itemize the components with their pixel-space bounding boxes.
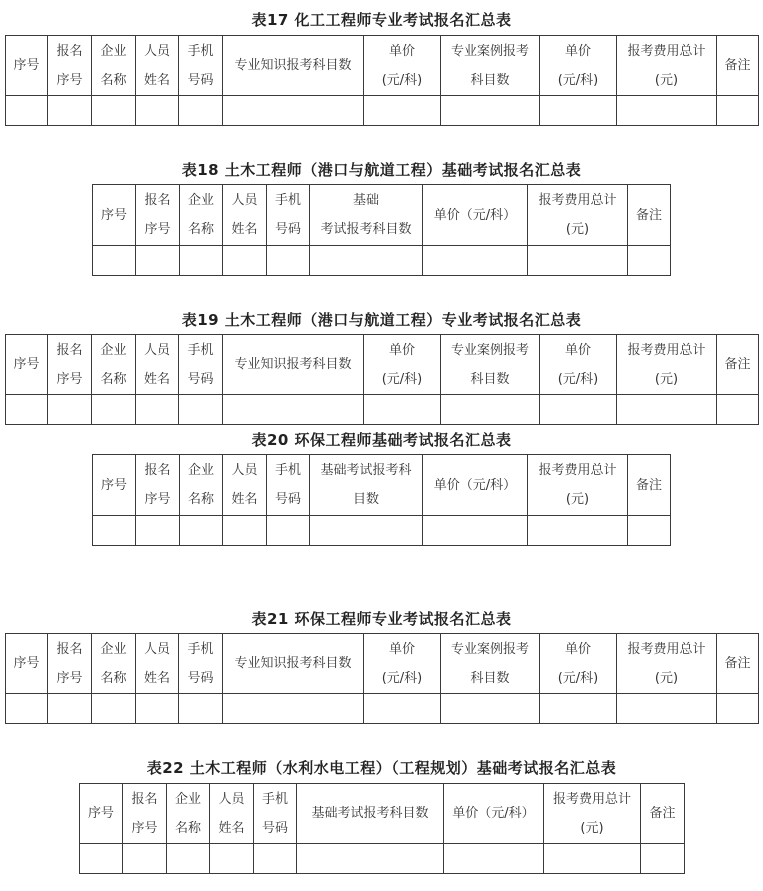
t21-empty-cell[interactable] xyxy=(441,694,540,724)
t19-header-cell xyxy=(48,335,92,395)
t20-header-text: 号码 xyxy=(274,492,301,507)
t22-header-text: (元) xyxy=(580,820,604,836)
t18-header-text: 考试报考科目数 xyxy=(320,222,412,237)
t19-empty-cell[interactable] xyxy=(717,395,759,425)
t19-header-row xyxy=(6,335,759,395)
t20-header-text: 单价（元/科） xyxy=(433,477,517,493)
t17-empty-cell[interactable] xyxy=(92,96,136,126)
t20-header-cell xyxy=(180,455,223,516)
t22-header-text: 人员 xyxy=(218,791,245,807)
t19-header-text: 序号 xyxy=(56,371,83,387)
t22-header-text: 基础考试报考科目数 xyxy=(311,806,429,821)
t20-empty-cell[interactable] xyxy=(93,516,136,546)
t21-header-row xyxy=(6,634,759,694)
t19-empty-cell[interactable] xyxy=(136,395,179,425)
t20-header-cell xyxy=(267,455,310,516)
t17-header-text: 企业 xyxy=(100,43,127,59)
t21-header-text: (元/科) xyxy=(381,670,423,686)
t17-header-row xyxy=(6,36,759,96)
t19-header-text: 序号 xyxy=(13,357,40,372)
t19-header-text: 名称 xyxy=(100,371,127,387)
t18-header-text: (元) xyxy=(565,222,590,237)
t17-empty-cell[interactable] xyxy=(48,96,92,126)
t22-empty-cell[interactable] xyxy=(210,844,254,874)
t21-header-text: 报考费用总计 xyxy=(627,641,706,657)
t17-header-text: 序号 xyxy=(13,58,40,73)
t22-header-text: 报考费用总计 xyxy=(552,791,631,807)
t20-header-text: (元) xyxy=(565,492,590,507)
t19-empty-cell[interactable] xyxy=(617,395,717,425)
t22-header-cell xyxy=(210,784,254,844)
t17-header-text: 备注 xyxy=(724,58,751,73)
t22-header-text: 号码 xyxy=(261,820,288,836)
table-18 xyxy=(92,184,671,276)
t21-header-text: (元/科) xyxy=(557,670,599,686)
table-19-title: 表19 土木工程师（港口与航道工程）专业考试报名汇总表 xyxy=(181,311,582,329)
t19-header-text: 号码 xyxy=(187,371,214,387)
t18-header-cell xyxy=(180,185,223,246)
t22-header-text: 手机 xyxy=(261,791,288,807)
t17-empty-row xyxy=(6,96,759,126)
t22-header-text: 姓名 xyxy=(218,820,245,836)
t18-empty-cell[interactable] xyxy=(180,246,223,276)
t21-header-text: 报名 xyxy=(56,641,83,657)
t19-empty-cell[interactable] xyxy=(179,395,223,425)
t20-header-cell xyxy=(528,455,628,516)
t17-header-text: 姓名 xyxy=(143,72,170,88)
t19-header-cell xyxy=(364,335,441,395)
t18-empty-row xyxy=(93,246,671,276)
t21-empty-cell[interactable] xyxy=(617,694,717,724)
t17-empty-cell[interactable] xyxy=(223,96,364,126)
t18-empty-cell[interactable] xyxy=(423,246,528,276)
t22-empty-cell[interactable] xyxy=(544,844,641,874)
t19-header-cell xyxy=(617,335,717,395)
table-21 xyxy=(5,633,759,724)
t18-header-text: 单价（元/科） xyxy=(433,207,517,223)
t21-header-cell xyxy=(617,634,717,694)
t21-header-cell xyxy=(364,634,441,694)
t18-header-text: 报考费用总计 xyxy=(538,193,617,208)
t18-empty-cell[interactable] xyxy=(223,246,267,276)
t18-header-text: 企业 xyxy=(187,193,214,208)
t18-empty-cell[interactable] xyxy=(136,246,180,276)
t19-empty-cell[interactable] xyxy=(540,395,617,425)
t19-header-text: 报名 xyxy=(56,342,83,358)
t17-header-cell xyxy=(92,36,136,96)
t20-header-text: 序号 xyxy=(144,492,171,507)
t17-header-text: 报考费用总计 xyxy=(627,43,706,59)
t22-empty-cell[interactable] xyxy=(297,844,444,874)
t17-header-text: 号码 xyxy=(187,72,214,88)
t18-header-row xyxy=(93,185,671,246)
t17-header-cell xyxy=(6,36,48,96)
t21-empty-cell[interactable] xyxy=(92,694,136,724)
t19-header-text: (元/科) xyxy=(557,371,599,387)
t21-header-cell xyxy=(48,634,92,694)
t18-empty-cell[interactable] xyxy=(628,246,671,276)
t21-header-cell xyxy=(717,634,759,694)
t18-header-cell xyxy=(528,185,628,246)
t20-header-text: 序号 xyxy=(100,477,127,493)
t19-header-text: (元) xyxy=(654,371,679,387)
t21-header-text: 名称 xyxy=(100,670,127,686)
t21-header-text: 号码 xyxy=(187,670,214,686)
t22-empty-cell[interactable] xyxy=(444,844,544,874)
t17-header-text: (元) xyxy=(654,72,679,88)
t22-header-cell xyxy=(297,784,444,844)
t18-header-text: 序号 xyxy=(100,207,127,223)
t22-header-text: 报名 xyxy=(131,791,158,807)
t21-empty-cell[interactable] xyxy=(540,694,617,724)
table-21-title: 表21 环保工程师专业考试报名汇总表 xyxy=(251,610,512,628)
t18-header-text: 号码 xyxy=(274,222,301,237)
t20-header-text: 报名 xyxy=(144,463,171,478)
t17-empty-cell[interactable] xyxy=(364,96,441,126)
t19-header-text: 手机 xyxy=(187,342,214,358)
t17-header-cell xyxy=(364,36,441,96)
t18-header-text: 报名 xyxy=(144,193,171,208)
t21-header-cell xyxy=(136,634,179,694)
t22-header-cell xyxy=(123,784,167,844)
t17-empty-cell[interactable] xyxy=(717,96,759,126)
table-22 xyxy=(79,783,685,874)
t18-empty-cell[interactable] xyxy=(93,246,136,276)
t17-header-text: 专业案例报考 xyxy=(450,43,529,59)
t21-header-text: 企业 xyxy=(100,641,127,657)
t20-header-text: 目数 xyxy=(352,492,379,507)
t19-header-text: 专业案例报考 xyxy=(450,342,529,358)
t21-header-text: 专业案例报考 xyxy=(450,641,529,657)
table-17 xyxy=(5,35,759,126)
t21-header-text: 备注 xyxy=(724,656,751,671)
t20-empty-cell[interactable] xyxy=(310,516,423,546)
t21-header-text: (元) xyxy=(654,670,679,686)
table-20 xyxy=(92,454,671,546)
table-20-title: 表20 环保工程师基础考试报名汇总表 xyxy=(251,431,512,449)
t19-header-cell xyxy=(6,335,48,395)
t17-empty-cell[interactable] xyxy=(617,96,717,126)
t22-empty-cell[interactable] xyxy=(123,844,167,874)
t21-header-text: 科目数 xyxy=(470,670,510,686)
t22-header-text: 备注 xyxy=(649,806,676,821)
t20-empty-cell[interactable] xyxy=(267,516,310,546)
t22-empty-row xyxy=(80,844,685,874)
t17-empty-cell[interactable] xyxy=(136,96,179,126)
t20-header-cell xyxy=(628,455,671,516)
t19-header-text: 备注 xyxy=(724,357,751,372)
t18-header-cell xyxy=(136,185,180,246)
t19-header-cell xyxy=(179,335,223,395)
t21-empty-cell[interactable] xyxy=(48,694,92,724)
t21-header-cell xyxy=(179,634,223,694)
t19-header-cell xyxy=(540,335,617,395)
t20-header-cell xyxy=(93,455,136,516)
t20-empty-cell[interactable] xyxy=(423,516,528,546)
t22-header-cell xyxy=(444,784,544,844)
table-18-title: 表18 土木工程师（港口与航道工程）基础考试报名汇总表 xyxy=(181,161,582,179)
t17-empty-cell[interactable] xyxy=(179,96,223,126)
t21-header-text: 单价 xyxy=(564,641,591,657)
t21-header-cell xyxy=(540,634,617,694)
t22-header-cell xyxy=(167,784,210,844)
t17-header-text: 人员 xyxy=(143,43,170,59)
t17-header-text: 手机 xyxy=(187,43,214,59)
t17-header-text: 科目数 xyxy=(470,72,510,88)
t18-empty-cell[interactable] xyxy=(267,246,310,276)
t19-empty-cell[interactable] xyxy=(92,395,136,425)
t20-empty-row xyxy=(93,516,671,546)
t19-header-cell xyxy=(717,335,759,395)
t18-header-cell xyxy=(267,185,310,246)
t19-header-text: 人员 xyxy=(143,342,170,358)
t22-header-text: 企业 xyxy=(174,791,201,807)
t22-empty-cell[interactable] xyxy=(254,844,297,874)
t17-header-text: 报名 xyxy=(56,43,83,59)
t22-header-text: 序号 xyxy=(131,820,158,836)
t17-header-text: (元/科) xyxy=(557,72,599,88)
t19-header-text: (元/科) xyxy=(381,371,423,387)
t21-header-text: 序号 xyxy=(56,670,83,686)
t20-empty-cell[interactable] xyxy=(136,516,180,546)
t19-header-text: 企业 xyxy=(100,342,127,358)
t22-empty-cell[interactable] xyxy=(80,844,123,874)
t22-header-row xyxy=(80,784,685,844)
t21-header-text: 序号 xyxy=(13,656,40,671)
t18-empty-cell[interactable] xyxy=(310,246,423,276)
t18-header-cell xyxy=(310,185,423,246)
t19-empty-cell[interactable] xyxy=(223,395,364,425)
t21-header-text: 单价 xyxy=(388,641,415,657)
table-17-title: 表17 化工工程师专业考试报名汇总表 xyxy=(251,11,512,29)
t17-empty-cell[interactable] xyxy=(540,96,617,126)
t19-empty-cell[interactable] xyxy=(364,395,441,425)
t21-header-cell xyxy=(223,634,364,694)
t21-header-text: 手机 xyxy=(187,641,214,657)
t20-header-cell xyxy=(223,455,267,516)
t19-empty-cell[interactable] xyxy=(441,395,540,425)
t18-header-cell xyxy=(93,185,136,246)
t20-header-text: 报考费用总计 xyxy=(538,463,617,478)
t17-empty-cell[interactable] xyxy=(441,96,540,126)
t20-header-text: 名称 xyxy=(187,492,214,507)
t17-header-text: 单价 xyxy=(388,43,415,59)
t21-empty-cell[interactable] xyxy=(717,694,759,724)
t22-header-text: 序号 xyxy=(87,806,114,821)
t17-header-cell xyxy=(717,36,759,96)
t18-header-cell xyxy=(628,185,671,246)
t19-header-text: 报考费用总计 xyxy=(627,342,706,358)
t20-empty-cell[interactable] xyxy=(528,516,628,546)
t17-header-cell xyxy=(48,36,92,96)
t17-header-cell xyxy=(540,36,617,96)
t19-empty-cell[interactable] xyxy=(48,395,92,425)
t19-header-text: 单价 xyxy=(388,342,415,358)
t17-header-cell xyxy=(223,36,364,96)
t19-empty-row xyxy=(6,395,759,425)
t18-header-text: 备注 xyxy=(635,207,662,223)
t20-header-text: 备注 xyxy=(635,477,662,493)
t17-header-text: (元/科) xyxy=(381,72,423,88)
t18-header-text: 姓名 xyxy=(231,222,258,237)
t18-header-text: 手机 xyxy=(274,193,301,208)
t21-header-cell xyxy=(441,634,540,694)
t17-header-text: 单价 xyxy=(564,43,591,59)
t21-empty-cell[interactable] xyxy=(136,694,179,724)
t19-header-cell xyxy=(92,335,136,395)
t17-header-cell xyxy=(441,36,540,96)
t17-header-text: 专业知识报考科目数 xyxy=(234,58,352,73)
t20-header-text: 手机 xyxy=(274,463,301,478)
t18-header-text: 基础 xyxy=(352,193,379,208)
t19-empty-cell[interactable] xyxy=(6,395,48,425)
t20-header-text: 基础考试报考科 xyxy=(320,463,412,478)
t20-header-row xyxy=(93,455,671,516)
t17-header-text: 名称 xyxy=(100,72,127,88)
t22-header-cell xyxy=(544,784,641,844)
t18-header-text: 名称 xyxy=(187,222,214,237)
t17-empty-cell[interactable] xyxy=(6,96,48,126)
t21-header-cell xyxy=(92,634,136,694)
t21-empty-cell[interactable] xyxy=(364,694,441,724)
t18-header-text: 序号 xyxy=(144,222,171,237)
t18-header-cell xyxy=(423,185,528,246)
t20-header-cell xyxy=(423,455,528,516)
t21-empty-cell[interactable] xyxy=(179,694,223,724)
t19-header-text: 单价 xyxy=(564,342,591,358)
t22-header-cell xyxy=(80,784,123,844)
t21-header-text: 人员 xyxy=(143,641,170,657)
t21-empty-cell[interactable] xyxy=(6,694,48,724)
table-19 xyxy=(5,334,759,425)
t21-header-text: 专业知识报考科目数 xyxy=(234,656,352,671)
t20-header-cell xyxy=(136,455,180,516)
t22-empty-cell[interactable] xyxy=(167,844,210,874)
t21-empty-cell[interactable] xyxy=(223,694,364,724)
t19-header-cell xyxy=(223,335,364,395)
t20-header-cell xyxy=(310,455,423,516)
t21-empty-row xyxy=(6,694,759,724)
t19-header-text: 专业知识报考科目数 xyxy=(234,357,352,372)
table-22-title: 表22 土木工程师（水利水电工程）（工程规划）基础考试报名汇总表 xyxy=(146,759,617,777)
t22-header-text: 单价（元/科） xyxy=(452,806,535,821)
t20-empty-cell[interactable] xyxy=(223,516,267,546)
t17-header-cell xyxy=(617,36,717,96)
t17-header-cell xyxy=(179,36,223,96)
t19-header-text: 姓名 xyxy=(143,371,170,387)
t21-header-text: 姓名 xyxy=(143,670,170,686)
t20-header-text: 人员 xyxy=(231,463,258,478)
t20-header-text: 姓名 xyxy=(231,492,258,507)
t20-empty-cell[interactable] xyxy=(180,516,223,546)
t20-empty-cell[interactable] xyxy=(628,516,671,546)
t17-header-text: 序号 xyxy=(56,72,83,88)
t19-header-cell xyxy=(441,335,540,395)
t18-empty-cell[interactable] xyxy=(528,246,628,276)
t18-header-cell xyxy=(223,185,267,246)
t22-header-cell xyxy=(254,784,297,844)
t18-header-text: 人员 xyxy=(231,193,258,208)
t22-header-cell xyxy=(641,784,685,844)
t22-header-text: 名称 xyxy=(174,820,201,836)
t21-header-cell xyxy=(6,634,48,694)
t17-header-cell xyxy=(136,36,179,96)
t19-header-text: 科目数 xyxy=(470,371,510,387)
t19-header-cell xyxy=(136,335,179,395)
t22-empty-cell[interactable] xyxy=(641,844,685,874)
t20-header-text: 企业 xyxy=(187,463,214,478)
